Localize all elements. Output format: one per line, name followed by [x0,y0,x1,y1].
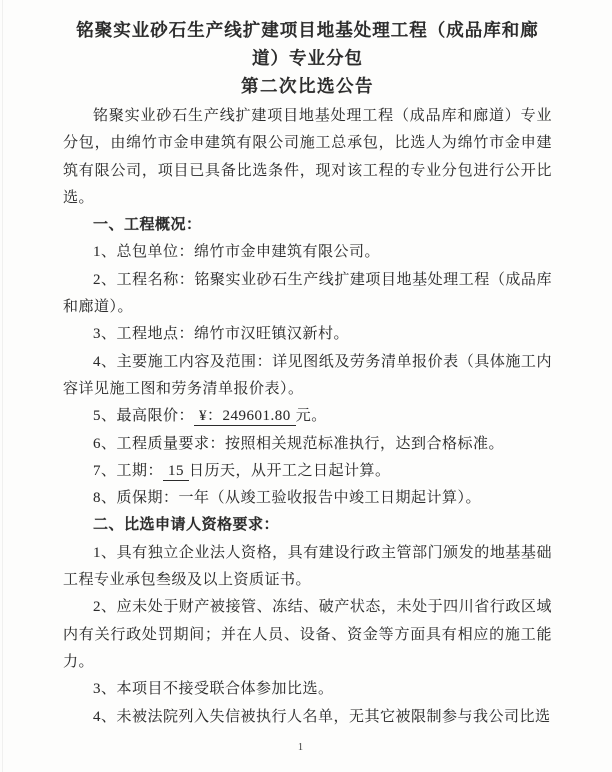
title-line-2: 道）专业分包 [252,48,363,68]
list-item-max-price [63,403,552,430]
item-text-pre: 5、最高限价： [93,408,195,425]
underlined-duration-value: 15 [163,463,189,481]
item-text-post: 元。 [295,408,327,425]
list-item: 2、应未处于财产被接管、冻结、破产状态，未处于四川省行政区域内有关行政处罚期间；并在人员、设备、资金等方面具有相应的施工能力。 [63,599,552,670]
list-item: 4、未被法院列入失信被执行人名单，无其它被限制参与我公司比选 [93,708,551,725]
document-subtitle: 第二次比选公告 [241,76,374,96]
section-2-heading: 二、比选申请人资格要求： [93,517,280,534]
section-1-heading: 一、工程概况： [93,217,202,234]
item-text-pre: 7、工期： [93,462,164,479]
page-number: 1 [297,742,305,753]
list-item: 1、具有独立企业法人资格，具有建设行政主管部门颁发的地基基础工程专业承包叁级及以上资质证书。 [63,544,552,589]
list-item: 6、工程质量要求：按照相关规范标准执行，达到合格标准。 [93,435,505,452]
document-body [63,103,552,731]
title-line-1: 铭聚实业砂石生产线扩建项目地基处理工程（成品库和廊 [76,20,539,40]
list-item-duration [63,458,552,485]
document-title [63,16,552,72]
list-item: 3、工程地点：绵竹市汉旺镇汉新村。 [93,326,350,343]
list-item: 3、本项目不接受联合体参加比选。 [93,681,334,698]
underlined-price-value: ¥：249601.80 [194,408,296,426]
list-item: 8、质保期：一年（从竣工验收报告中竣工日期起计算）。 [93,490,482,507]
intro-paragraph: 铭聚实业砂石生产线扩建项目地基处理工程（成品库和廊道）专业分包，由绵竹市金申建筑有限公司施工总承包，比选人为绵竹市金申建筑有限公司，项目已具备比选条件，现对该工程的专业分包进行公开比选。 [63,108,552,206]
item-text-post: 日历天，从开工之日起计算。 [189,462,391,479]
list-item: 2、工程名称：铭聚实业砂石生产线扩建项目地基处理工程（成品库和廊道）。 [63,271,552,316]
list-item: 1、总包单位：绵竹市金申建筑有限公司。 [93,244,381,261]
list-item: 4、主要施工内容及范围：详见图纸及劳务清单报价表（具体施工内容详见施工图和劳务清单报价表）。 [63,353,552,397]
